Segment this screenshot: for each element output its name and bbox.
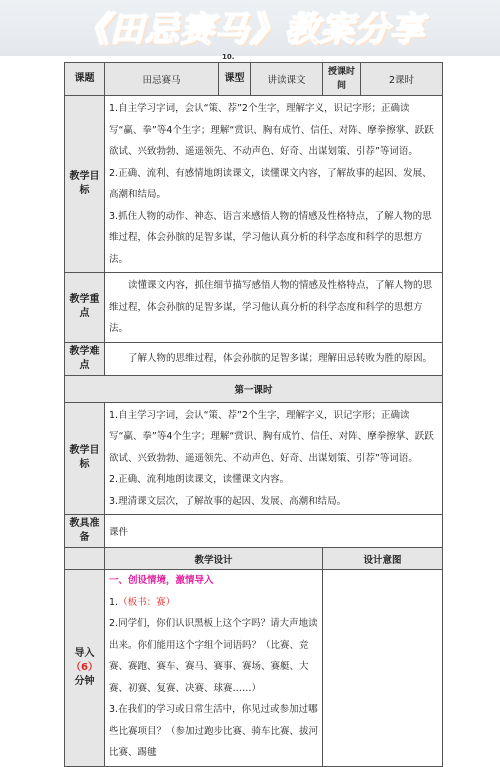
prep-row (65, 515, 443, 548)
banner-title: 《田忌赛马》教案分享 (75, 10, 425, 50)
intro-line-2: 2.同学们，你们认识黑板上这个字吗？请大声地读出来。你们能用这个字组个词语吗？（比赛、竞赛、赛跑、赛车、赛马、赛事、赛场、赛艇、大赛、初赛、复赛、决赛、球赛……） (109, 618, 318, 694)
intro-line-1 (109, 592, 318, 614)
intro-intent (323, 570, 443, 767)
title-value: 田忌赛马 (105, 63, 219, 96)
board-note: （板书：赛） (118, 596, 176, 608)
intent-column-header: 设计意图 (323, 548, 443, 570)
objective-item: 1.自主学习字词，会认“策、荐”2个生字，理解字义，识记字形；正确读写“赢、拳”等4个生字；理解“赏识、胸有成竹、信任、对阵、摩拳擦掌、跃跃欲试、兴致勃勃、遥遥领先、不动声色、好奇、出谋划策、引荐”等词语。 (109, 409, 434, 464)
intro-label-top: 导入 (74, 647, 95, 659)
title-label: 课题 (65, 63, 105, 96)
objective-item: 3.理清课文层次，了解故事的起因、发展、高潮和结局。 (109, 495, 347, 507)
type-value: 讲读课文 (251, 63, 323, 96)
objectives-content (105, 96, 443, 273)
difficulties-content: 了解人物的思维过程，体会孙膑的足智多谋；理解田忌转败为胜的原因。 (105, 342, 443, 375)
first-lesson-section-row (65, 375, 443, 402)
prep-label: 教具准备 (65, 515, 105, 548)
lesson-number-fragment: 10. (222, 53, 235, 61)
difficulties-label: 教学难点 (65, 342, 105, 375)
intro-content (105, 570, 323, 767)
header-row (65, 63, 443, 96)
design-header-spacer (65, 548, 105, 570)
objective-item: 2.正确、流利地朗读课文，读懂课文内容。 (109, 474, 290, 485)
intro-row (65, 570, 443, 767)
first-lesson-objectives-label: 教学目标 (65, 402, 105, 515)
lesson-plan-table (64, 62, 443, 767)
objectives-row (65, 96, 443, 273)
intro-line-3: 3.在我们的学习或日常生活中，你见过或参加过哪些比赛项目？（参加过跑步比赛、骑车比赛、拔河比赛、踢毽 (109, 704, 319, 758)
design-column-header: 教学设计 (105, 548, 323, 570)
key-points-content: 读懂课文内容，抓住细节描写感悟人物的情感及性格特点，了解人物的思维过程，体会孙膑的足智多谋，学习他认真分析的科学态度和科学的思想方法。 (105, 273, 443, 343)
key-points-label: 教学重点 (65, 273, 105, 343)
time-label: 授课时间 (323, 63, 361, 96)
objective-item: 2.正确、流利、有感情地朗读课文，读懂课文内容，了解故事的起因、发展、高潮和结局。 (109, 167, 432, 200)
time-value: 2课时 (361, 63, 443, 96)
design-header-row (65, 548, 443, 570)
difficulties-row (65, 342, 443, 375)
step-title: 一、创设情境，激情导入 (109, 575, 214, 586)
intro-label-bottom: 分钟 (74, 675, 95, 687)
intro-line-1-prefix: 1. (109, 596, 119, 608)
first-lesson-title: 第一课时 (65, 375, 443, 402)
first-lesson-objectives-row (65, 402, 443, 515)
intro-minutes: （6） (71, 661, 98, 673)
prep-value: 课件 (105, 515, 443, 548)
objective-item: 1.自主学习字词，会认“策、荐”2个生字，理解字义，识记字形；正确读写“赢、拳”等4个生字；理解“赏识、胸有成竹、信任、对阵、摩拳擦掌、跃跃欲试、兴致勃勃、遥遥领先、不动声色、好奇、出谋划策、引荐”等词语。 (109, 103, 434, 157)
key-points-row (65, 273, 443, 343)
type-label: 课型 (219, 63, 251, 96)
first-lesson-objectives-content (105, 402, 443, 515)
objective-item: 3.抓住人物的动作、神态、语言来感悟人物的情感及性格特点，了解人物的思维过程，体会孙膑的足智多谋，学习他认真分析的科学态度和科学的思想方法。 (109, 210, 432, 265)
intro-label (65, 570, 105, 767)
objectives-label: 教学目标 (65, 96, 105, 273)
